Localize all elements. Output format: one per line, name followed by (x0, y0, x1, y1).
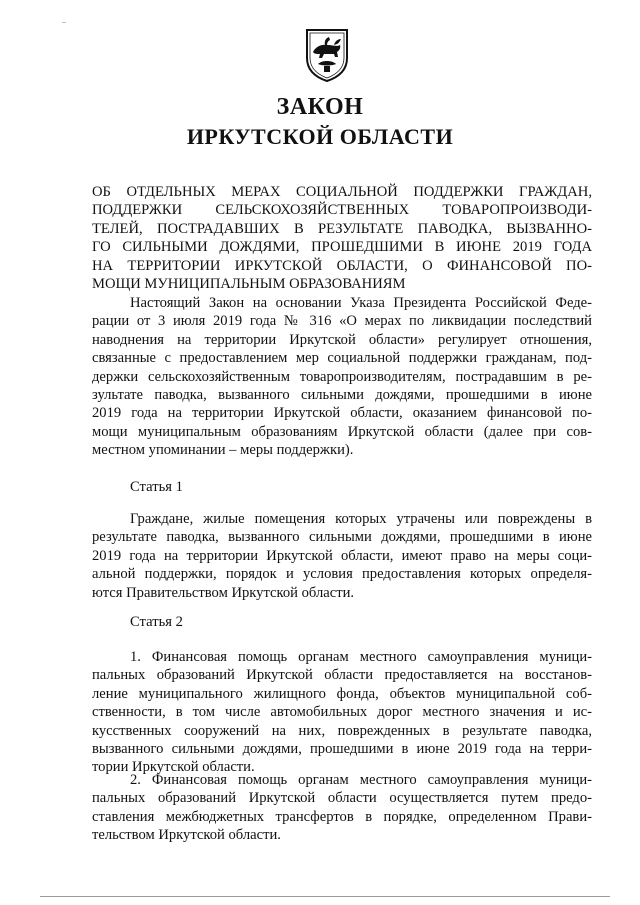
subject-line: ПОДДЕРЖКИ СЕЛЬСКОХОЗЯЙСТВЕННЫХ ТОВАРОПРОИЗВОДИ- (92, 202, 592, 219)
law-subject (92, 183, 592, 293)
region-title: ИРКУТСКОЙ ОБЛАСТИ (186, 124, 454, 149)
paragraph-line: ление муниципального жилищного фонда, объектов муниципальной соб- (92, 685, 592, 702)
scan-bottom-edge (40, 896, 610, 897)
paragraph-line: местном упоминании – меры поддержки). (92, 442, 354, 459)
article-1-paragraph (92, 510, 592, 602)
paragraph-line: пальных образований Иркутской области предоставляется на восстанов- (92, 667, 592, 684)
paragraph-line: наводнения на территории Иркутской области» регулирует отношения, (92, 331, 592, 348)
paragraph-line: ставления межбюджетных трансфертов в порядке, определенном Прави- (92, 808, 592, 825)
paragraph-line: держки сельскохозяйственным товаропроизводителям, пострадавшим в ре- (92, 368, 592, 385)
paragraph-line: мощи муниципальным образованиям Иркутской области (далее при сов- (92, 423, 592, 440)
paragraph-line: связанные с предоставлением мер социальной поддержки гражданам, под- (92, 350, 592, 367)
paragraph-line: пальных образований Иркутской области осуществляется путем предо- (92, 790, 592, 807)
paragraph-line: ются Правительством Иркутской области. (92, 584, 355, 601)
subject-line: ОБ ОТДЕЛЬНЫХ МЕРАХ СОЦИАЛЬНОЙ ПОДДЕРЖКИ ГРАЖДАН, (92, 184, 592, 200)
paragraph-line: альной поддержки, порядок и условия предоставления которых определя- (92, 566, 592, 583)
preamble-paragraph (92, 294, 592, 460)
paragraph-line: ственности, в том числе автомобильных дорог местного значения и ис- (92, 704, 592, 721)
subject-line: ТЕЛЕЙ, ПОСТРАДАВШИХ В РЕЗУЛЬТАТЕ ПАВОДКА, ВЫЗВАННО- (92, 220, 592, 237)
paragraph-line: 2. Финансовая помощь органам местного самоуправления муници- (130, 772, 592, 788)
paragraph-line: 2019 года на территории Иркутской области, оказанием финансовой по- (92, 405, 592, 422)
paragraph-line: результате паводка, вызванного сильными дождями, прошедшими в июне (92, 529, 592, 546)
paragraph-line: вызванного сильными дождями, прошедшими в июне 2019 года на терри- (92, 741, 592, 758)
paragraph-line: Настоящий Закон на основании Указа Президента Российской Феде- (130, 295, 592, 311)
article-2-heading: Статья 2 (130, 614, 183, 630)
subject-line: МОЩИ МУНИЦИПАЛЬНЫМ ОБРАЗОВАНИЯМ (92, 276, 406, 293)
paragraph-line: зультате паводка, вызванного сильными дождями, прошедшими в июне (92, 387, 592, 404)
paragraph-line: тельством Иркутской области. (92, 827, 281, 844)
paragraph-line: 2019 года на территории Иркутской области, имеют право на меры соци- (92, 547, 592, 564)
paragraph-line: тории Иркутской области. (92, 759, 255, 776)
subject-line: НА ТЕРРИТОРИИ ИРКУТСКОЙ ОБЛАСТИ, О ФИНАНСОВОЙ ПО- (92, 257, 592, 274)
law-title: ЗАКОН (276, 94, 364, 120)
paragraph-line: рации от 3 июля 2019 года № 316 «О мерах по ликвидации последствий (92, 313, 592, 330)
article-1-heading: Статья 1 (130, 479, 183, 495)
paragraph-line: кусственных сооружений на них, поврежденных в результате паводка, (92, 722, 592, 739)
paragraph-line: 1. Финансовая помощь органам местного самоуправления муници- (130, 649, 592, 665)
coat-of-arms-icon (304, 28, 350, 82)
paragraph-line: Граждане, жилые помещения которых утрачены или повреждены в (130, 511, 592, 527)
subject-line: ГО СИЛЬНЫМИ ДОЖДЯМИ, ПРОШЕДШИМИ В ИЮНЕ 2019 ГОДА (92, 239, 592, 256)
scan-speck (62, 22, 66, 23)
article-2-paragraph-1 (92, 648, 592, 777)
article-2-paragraph-2 (92, 771, 592, 845)
